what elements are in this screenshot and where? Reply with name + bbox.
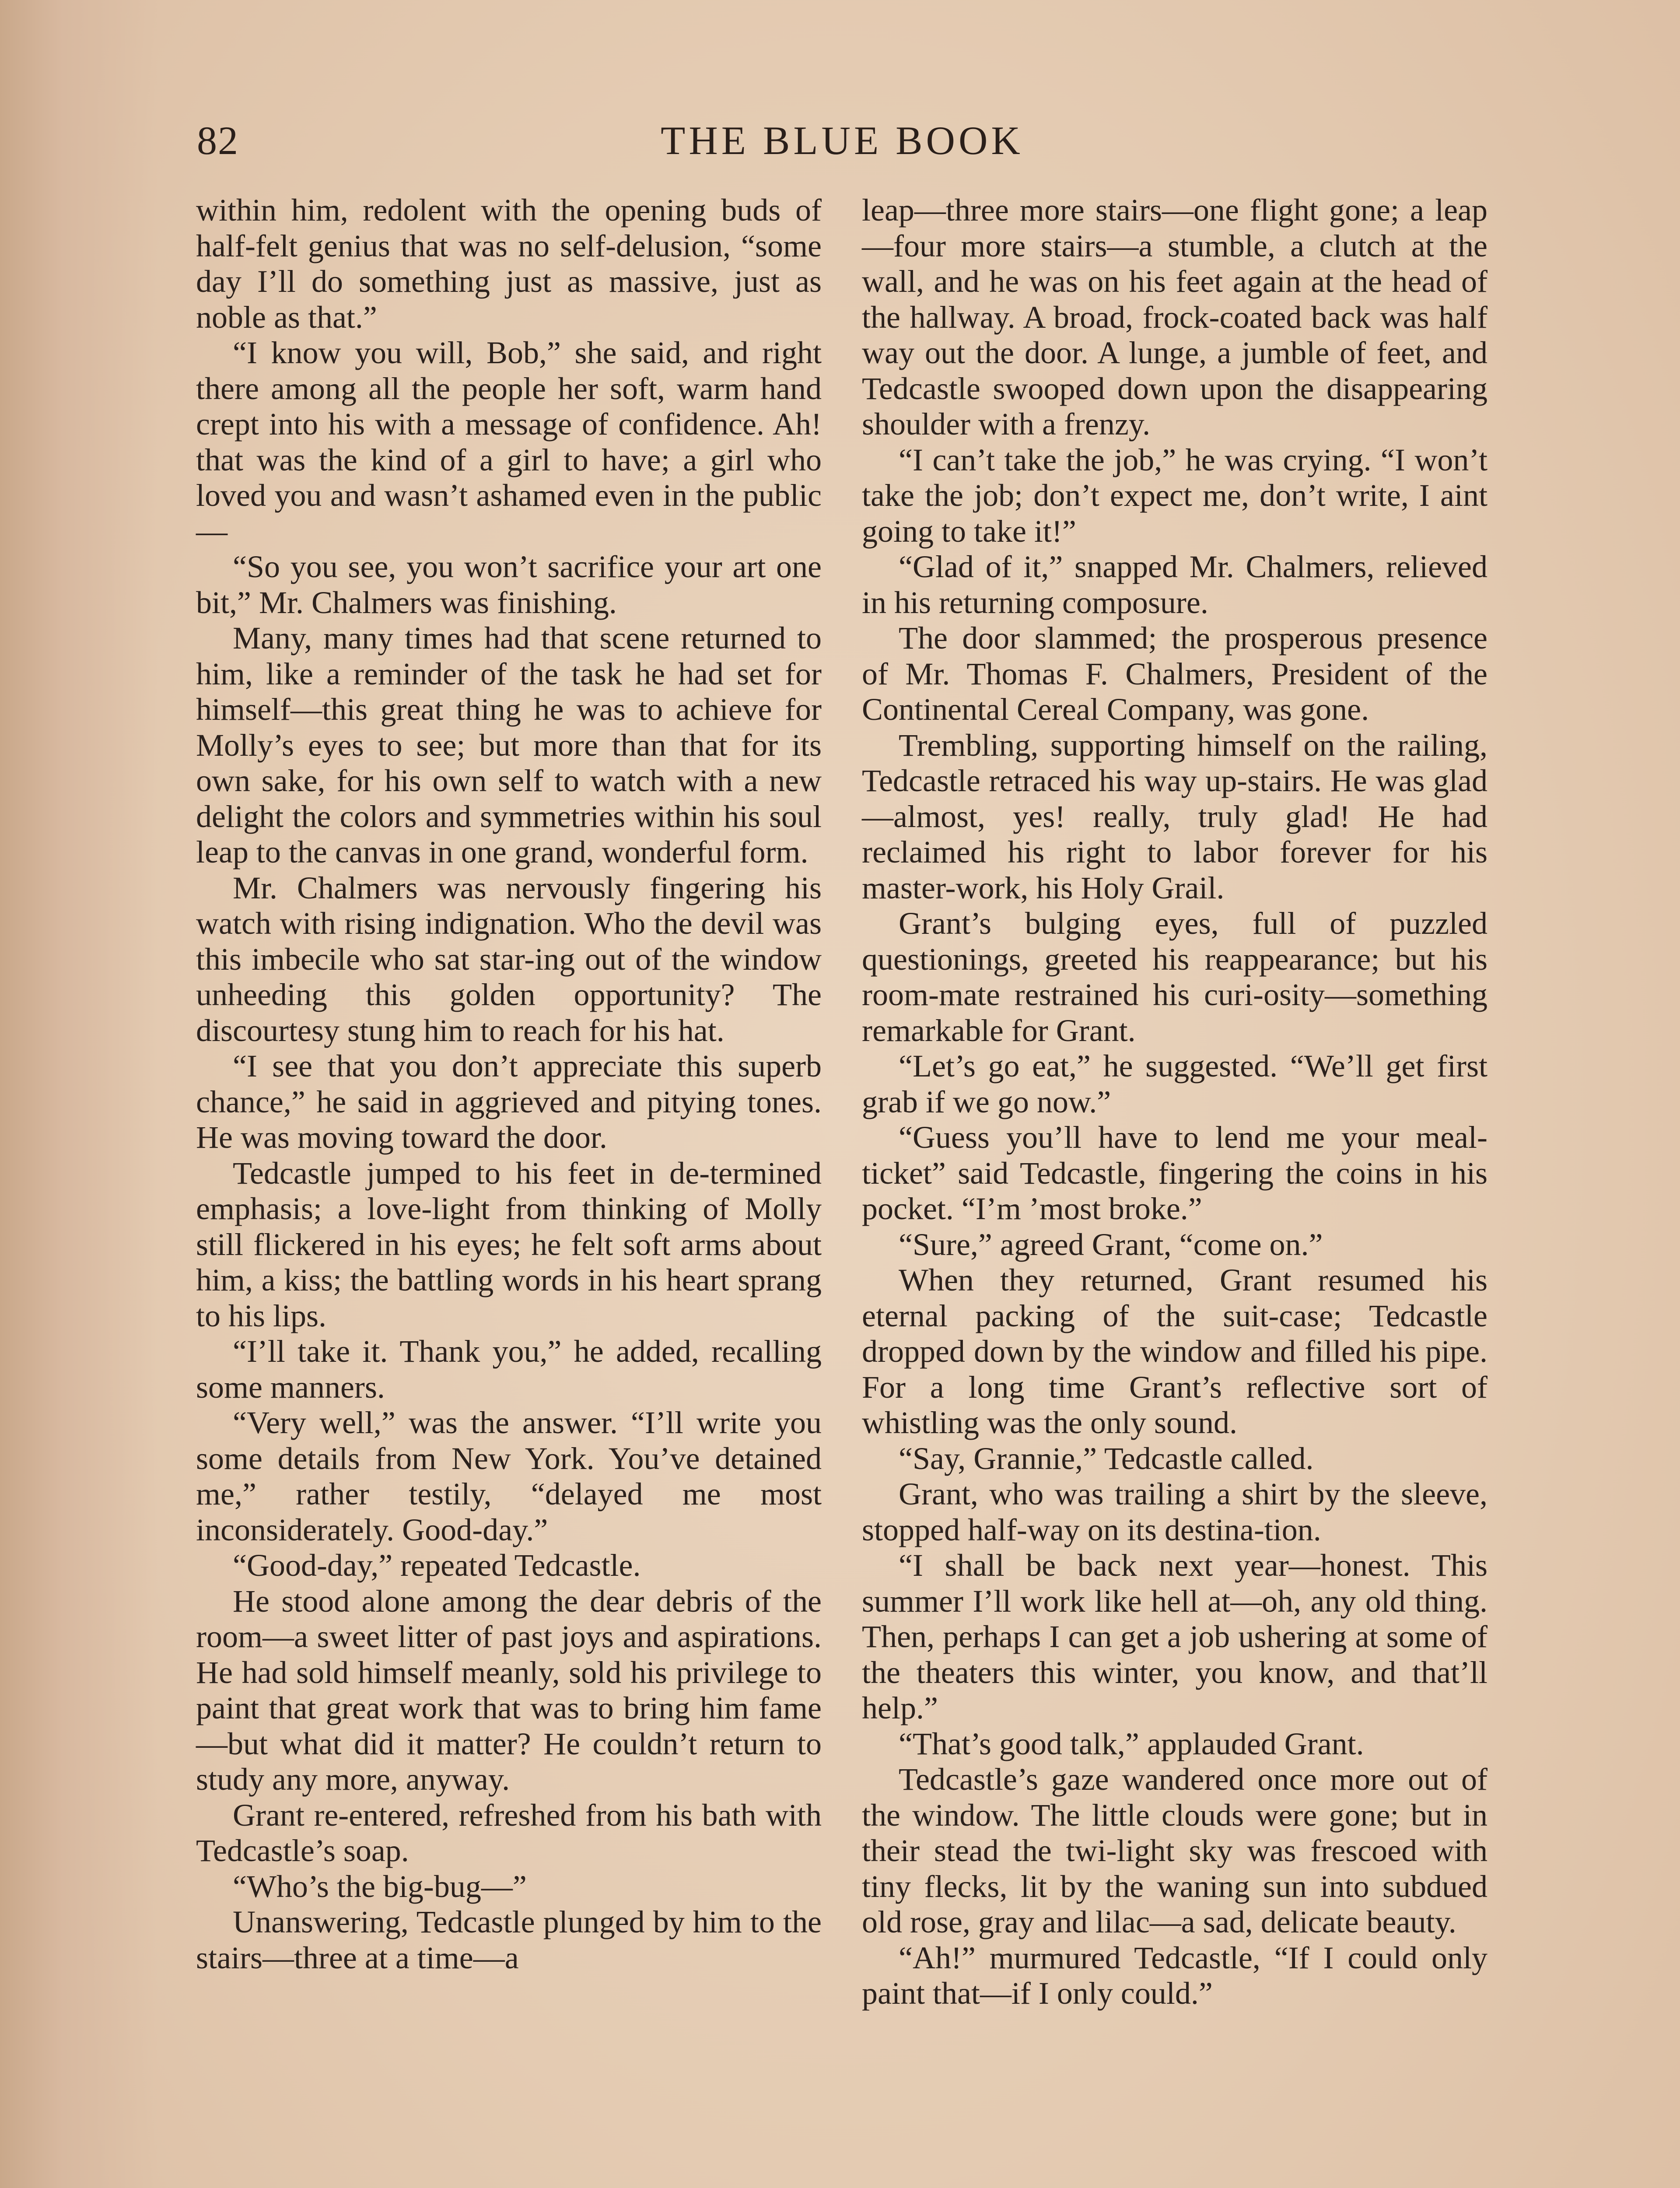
paragraph: Grant re-entered, refreshed from his bath with Tedcastle’s soap. [196, 1797, 822, 1868]
paragraph: leap—three more stairs—one flight gone; a leap—four more stairs—a stumble, a clutch at the wall, and he was on his feet again at the head of the hallway. A broad, frock-coated back was half way out the door. A lunge, a jumble of feet, and Tedcastle swooped down upon the disappearing shoulder with a frenzy. [862, 193, 1488, 442]
running-title: THE BLUE BOOK [661, 118, 1024, 163]
paragraph: “I’ll take it. Thank you,” he added, recalling some manners. [196, 1334, 822, 1405]
paragraph: When they returned, Grant resumed his eternal packing of the suit-case; Tedcastle dropped down by the window and filled his pipe. For a long time Grant’s reflective sort of whistling was the only sound. [862, 1262, 1488, 1440]
paragraph: “Let’s go eat,” he suggested. “We’ll get first grab if we go now.” [862, 1048, 1488, 1119]
paragraph: “That’s good talk,” applauded Grant. [899, 1726, 1364, 1761]
paragraph: “I know you will, Bob,” she said, and right there among all the people her soft, warm hand crept into his with a message of confidence. Ah! that was the kind of a girl to have; a girl who loved you and wasn’t ashamed even in the public— [196, 335, 822, 549]
paragraph: Unanswering, Tedcastle plunged by him to the stairs—three at a time—a [196, 1904, 822, 1975]
paragraph: within him, redolent with the opening buds of half-felt genius that was no self-delusion, “some day I’ll do something just as massive, just as noble as that.” [196, 193, 822, 335]
paragraph: “I shall be back next year—honest. This summer I’ll work like hell at—oh, any old thing. Then, perhaps I can get a job ushering at some of the theaters this winter, you know, and that’ll help.” [862, 1548, 1488, 1725]
right-column [862, 193, 1488, 2012]
paragraph: Grant, who was trailing a shirt by the sleeve, stopped half-way on its destina-tion. [862, 1476, 1488, 1547]
paragraph: “I see that you don’t appreciate this superb chance,” he said in aggrieved and pitying tones. He was moving toward the door. [196, 1048, 822, 1155]
paragraph: “I can’t take the job,” he was crying. “I won’t take the job; don’t expect me, don’t write, I aint going to take it!” [862, 442, 1488, 549]
paragraph: Trembling, supporting himself on the railing, Tedcastle retraced his way up-stairs. He was glad—almost, yes! really, truly glad! He had reclaimed his right to labor forever for his master-work, his Holy Grail. [862, 727, 1488, 905]
page-number: 82 [197, 118, 239, 163]
paragraph: “Good-day,” repeated Tedcastle. [233, 1548, 641, 1583]
paragraph: “Guess you’ll have to lend me your meal-ticket” said Tedcastle, fingering the coins in his pocket. “I’m ’most broke.” [862, 1120, 1488, 1226]
paragraph: Mr. Chalmers was nervously fingering his watch with rising indignation. Who the devil was this imbecile who sat star-ing out of the window unheeding this golden opportunity? The discourtesy stung him to reach for his hat. [196, 870, 822, 1048]
paragraph: “Very well,” was the answer. “I’ll write you some details from New York. You’ve detained me,” rather testily, “delayed me most inconsiderately. Good-day.” [196, 1405, 822, 1547]
page-header [197, 117, 1488, 179]
paragraph: “Who’s the big-bug—” [233, 1869, 527, 1904]
paragraph: Many, many times had that scene returned to him, like a reminder of the task he had set for himself—this great thing he was to achieve for Molly’s eyes to see; but more than that for its own sake, for his own self to watch with a new delight the colors and symmetries within his soul leap to the canvas in one grand, wonderful form. [196, 621, 822, 870]
paragraph: Grant’s bulging eyes, full of puzzled questionings, greeted his reappearance; but his room-mate restrained his curi-osity—something remarkable for Grant. [862, 906, 1488, 1048]
paragraph: “Sure,” agreed Grant, “come on.” [899, 1227, 1323, 1262]
page-edge-shadow [0, 0, 158, 2188]
paragraph: “So you see, you won’t sacrifice your art one bit,” Mr. Chalmers was finishing. [196, 549, 822, 620]
paragraph: “Ah!” murmured Tedcastle, “If I could only paint that—if I only could.” [862, 1940, 1488, 2011]
paragraph: “Say, Grannie,” Tedcastle called. [899, 1441, 1314, 1476]
paragraph: Tedcastle’s gaze wandered once more out of the window. The little clouds were gone; but in their stead the twi-light sky was frescoed with tiny flecks, lit by the waning sun into subdued old rose, gray and lilac—a sad, delicate beauty. [862, 1762, 1488, 1939]
paragraph: “Glad of it,” snapped Mr. Chalmers, relieved in his returning composure. [862, 549, 1488, 620]
paragraph: Tedcastle jumped to his feet in de-termined emphasis; a love-light from thinking of Molly still flickered in his eyes; he felt soft arms about him, a kiss; the battling words in his heart sprang to his lips. [196, 1155, 822, 1333]
paragraph: The door slammed; the prosperous presence of Mr. Thomas F. Chalmers, President of the Continental Cereal Company, was gone. [862, 621, 1488, 727]
paragraph: He stood alone among the dear debris of the room—a sweet litter of past joys and aspirations. He had sold himself meanly, sold his privilege to paint that great work that was to bring him fame—but what did it matter? He couldn’t return to study any more, anyway. [196, 1583, 822, 1797]
left-column [196, 193, 822, 1976]
